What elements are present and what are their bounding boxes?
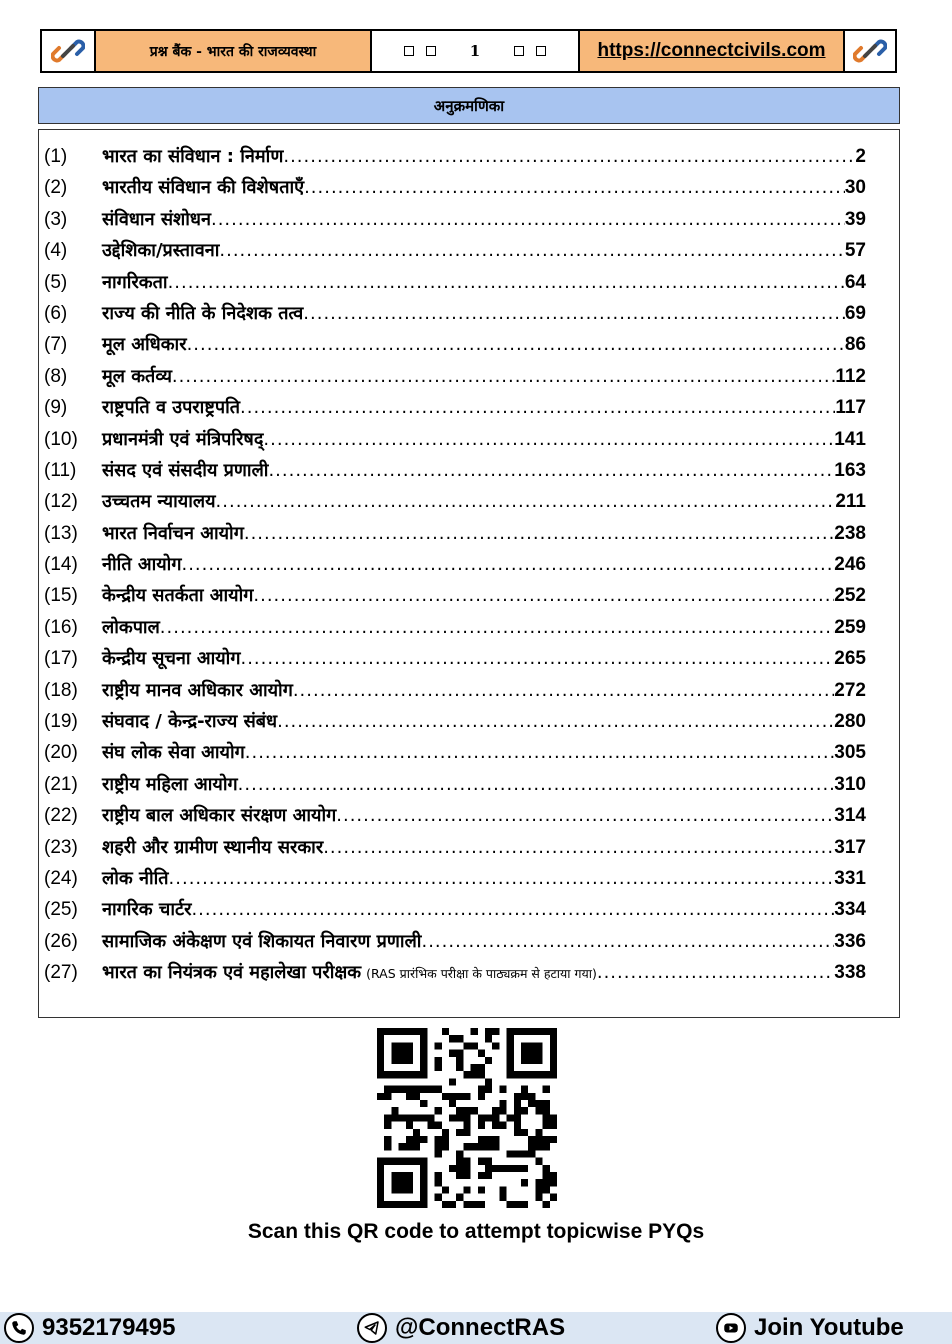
dot-leader: [187, 334, 845, 355]
header-logo-left: [42, 31, 96, 71]
toc-row[interactable]: [44, 521, 866, 552]
footer-phone[interactable]: [4, 1313, 175, 1343]
toc-number: (8): [44, 365, 68, 387]
toc-row[interactable]: [44, 646, 866, 677]
dot-leader: [336, 805, 834, 826]
footer-telegram[interactable]: [357, 1313, 565, 1343]
dot-leader: [181, 554, 834, 575]
toc-page-number: 265: [834, 648, 866, 670]
toc-number: (12): [44, 491, 78, 513]
toc-page-number: 211: [835, 491, 866, 513]
dot-leader: [597, 962, 834, 983]
toc-row[interactable]: [44, 238, 866, 269]
toc-page-number: 57: [844, 240, 866, 262]
toc-title: सामाजिक अंकेक्षण एवं शिकायत निवारण प्रणाली: [102, 930, 422, 952]
footer-bar: [0, 1312, 952, 1344]
toc-row[interactable]: [44, 803, 866, 834]
toc-number: (9): [44, 397, 68, 419]
toc-page-number: 252: [834, 585, 866, 607]
dot-leader: [304, 177, 845, 198]
toc-number: (3): [44, 208, 68, 230]
toc-title: केन्द्रीय सूचना आयोग: [102, 648, 241, 670]
toc-page-number: 69: [844, 302, 866, 324]
toc-number: (18): [44, 679, 78, 701]
square-icon: [404, 46, 414, 56]
toc-number: (5): [44, 271, 68, 293]
toc-row[interactable]: [44, 270, 866, 301]
dot-leader: [268, 460, 834, 481]
toc-page-number: 2: [855, 146, 866, 167]
toc-page-number: 331: [834, 867, 866, 889]
toc-page-number: 259: [834, 616, 866, 638]
toc-number: (2): [44, 177, 68, 199]
toc-title: राज्य की नीति के निदेशक तत्व: [102, 302, 304, 324]
toc-number: (13): [44, 522, 78, 544]
toc-number: (22): [44, 805, 78, 827]
dot-leader: [211, 209, 845, 230]
toc-row[interactable]: [44, 489, 866, 520]
toc-page-number: 305: [834, 742, 866, 764]
toc-number: (4): [44, 240, 68, 262]
toc-page-number: 314: [834, 805, 866, 827]
page-number-box: [372, 31, 580, 71]
toc-title: लोक नीति: [102, 867, 169, 889]
dot-leader: [253, 585, 834, 606]
toc-page-number: 246: [834, 554, 866, 576]
toc-number: (15): [44, 585, 78, 607]
toc-title: राष्ट्रीय मानव अधिकार आयोग: [102, 679, 293, 701]
toc-number: (20): [44, 742, 78, 764]
toc-row[interactable]: [44, 332, 866, 363]
telegram-icon: [357, 1313, 387, 1343]
toc-number: (23): [44, 836, 78, 858]
toc-row[interactable]: [44, 866, 866, 897]
toc-page-number: 112: [835, 365, 866, 387]
toc-number: (27): [44, 962, 78, 984]
toc-title: नीति आयोग: [102, 554, 182, 576]
dot-leader: [168, 272, 845, 293]
toc-row[interactable]: [44, 772, 866, 803]
toc-title: नागरिकता: [102, 271, 168, 293]
toc-row[interactable]: [44, 175, 866, 206]
toc-title: भारतीय संविधान की विशेषताएँ: [102, 177, 305, 199]
toc-page-number: 86: [844, 334, 866, 356]
toc-page-number: 334: [834, 899, 866, 921]
dot-leader: [240, 648, 834, 669]
qr-caption: Scan this QR code to attempt topicwise PYQs: [247, 1220, 705, 1243]
toc-number: (7): [44, 334, 68, 356]
toc-row[interactable]: [44, 929, 866, 960]
index-title: अनुक्रमणिका: [38, 87, 900, 124]
toc-number: (19): [44, 711, 78, 733]
toc-note: (RAS प्रारंभिक परीक्षा के पाठ्यक्रम से हटाया गया): [366, 966, 597, 982]
toc-row[interactable]: [44, 709, 866, 740]
toc-title: राष्ट्रपति व उपराष्ट्रपति: [102, 397, 240, 419]
square-icon: [536, 46, 546, 56]
page-number: 1: [469, 42, 481, 60]
toc-title: भारत का नियंत्रक एवं महालेखा परीक्षक: [102, 962, 362, 984]
toc-page-number: 338: [834, 962, 866, 984]
toc-title: प्रधानमंत्री एवं मंत्रिपरिषद्: [102, 428, 264, 450]
website-link[interactable]: https://connectcivils.com: [580, 31, 845, 71]
toc-title: केन्द्रीय सतर्कता आयोग: [102, 585, 254, 607]
toc-page-number: 117: [835, 397, 866, 419]
toc-title: मूल कर्तव्य: [102, 365, 172, 387]
toc-title: नागरिक चार्टर: [102, 899, 192, 921]
toc-page-number: 30: [844, 177, 866, 199]
toc-number: (11): [44, 459, 77, 481]
dot-leader: [277, 711, 834, 732]
toc-title: संविधान संशोधन: [102, 208, 211, 230]
toc-number: (10): [44, 428, 78, 450]
toc-page-number: 317: [834, 836, 866, 858]
dot-leader: [421, 931, 834, 952]
table-of-contents: [38, 129, 900, 1018]
header-logo-right: [845, 31, 895, 71]
toc-title: शहरी और ग्रामीण स्थानीय सरकार: [102, 836, 324, 858]
toc-row[interactable]: [44, 897, 866, 928]
toc-title: राष्ट्रीय बाल अधिकार संरक्षण आयोग: [102, 805, 337, 827]
toc-page-number: 64: [844, 271, 866, 293]
dot-leader: [219, 240, 844, 261]
toc-page-number: 39: [844, 208, 866, 230]
dot-leader: [303, 303, 845, 324]
toc-row[interactable]: [44, 583, 866, 614]
toc-title: राष्ट्रीय महिला आयोग: [102, 773, 238, 795]
dot-leader: [216, 491, 836, 512]
footer-youtube[interactable]: [716, 1313, 904, 1343]
dot-leader: [160, 617, 835, 638]
toc-title: मूल अधिकार: [102, 334, 187, 356]
dot-leader: [191, 899, 834, 920]
toc-row[interactable]: [44, 144, 866, 175]
toc-row[interactable]: [44, 458, 866, 489]
toc-row[interactable]: [44, 678, 866, 709]
youtube-icon: [716, 1313, 746, 1343]
chain-link-icon: [853, 34, 887, 68]
dot-leader: [283, 146, 855, 167]
dot-leader: [169, 868, 835, 889]
toc-page-number: 238: [834, 522, 866, 544]
toc-page-number: 141: [834, 428, 866, 450]
toc-row[interactable]: [44, 960, 866, 991]
page-header: [40, 29, 897, 73]
toc-page-number: 272: [834, 679, 866, 701]
phone-number: 9352179495: [42, 1314, 176, 1341]
toc-title: लोकपाल: [102, 616, 160, 638]
youtube-link: Join Youtube: [754, 1314, 904, 1341]
telegram-handle: @ConnectRAS: [395, 1314, 566, 1341]
toc-title: उच्चतम न्यायालय: [102, 491, 216, 513]
chain-link-icon: [51, 34, 85, 68]
toc-number: (21): [44, 773, 78, 795]
toc-row[interactable]: [44, 427, 866, 458]
toc-title: संघवाद / केन्द्र-राज्य संबंध: [102, 711, 278, 733]
toc-row[interactable]: [44, 835, 866, 866]
toc-list: [44, 144, 866, 992]
square-icon: [426, 46, 436, 56]
toc-page-number: 310: [834, 773, 866, 795]
square-icon: [514, 46, 524, 56]
dot-leader: [323, 837, 834, 858]
toc-title: संसद एवं संसदीय प्रणाली: [102, 459, 269, 481]
toc-row[interactable]: [44, 301, 866, 332]
toc-page-number: 280: [834, 711, 866, 733]
toc-row[interactable]: [44, 740, 866, 771]
dot-leader: [245, 742, 835, 763]
dot-leader: [244, 523, 834, 544]
qr-code-icon[interactable]: [377, 1028, 557, 1208]
toc-number: (14): [44, 554, 78, 576]
dot-leader: [238, 774, 835, 795]
toc-row[interactable]: [44, 615, 866, 646]
toc-page-number: 163: [834, 459, 866, 481]
toc-number: (6): [44, 302, 68, 324]
header-title: प्रश्न बैंक - भारत की राजव्यवस्था: [96, 31, 372, 71]
toc-row[interactable]: [44, 207, 866, 238]
toc-number: (16): [44, 616, 78, 638]
toc-title: भारत निर्वाचन आयोग: [102, 522, 244, 544]
toc-title: संघ लोक सेवा आयोग: [102, 742, 245, 764]
dot-leader: [172, 366, 835, 387]
toc-page-number: 336: [834, 930, 866, 952]
toc-title: उद्देशिका/प्रस्तावना: [102, 240, 220, 262]
phone-icon: [4, 1313, 34, 1343]
dot-leader: [263, 429, 834, 450]
dot-leader: [240, 397, 835, 418]
toc-number: (17): [44, 648, 78, 670]
toc-row[interactable]: [44, 395, 866, 426]
toc-number: (1): [44, 146, 68, 167]
toc-number: (24): [44, 867, 78, 889]
dot-leader: [293, 680, 834, 701]
toc-title: भारत का संविधान : निर्माण: [102, 146, 284, 167]
toc-row[interactable]: [44, 364, 866, 395]
toc-number: (25): [44, 899, 78, 921]
toc-row[interactable]: [44, 552, 866, 583]
toc-number: (26): [44, 930, 78, 952]
